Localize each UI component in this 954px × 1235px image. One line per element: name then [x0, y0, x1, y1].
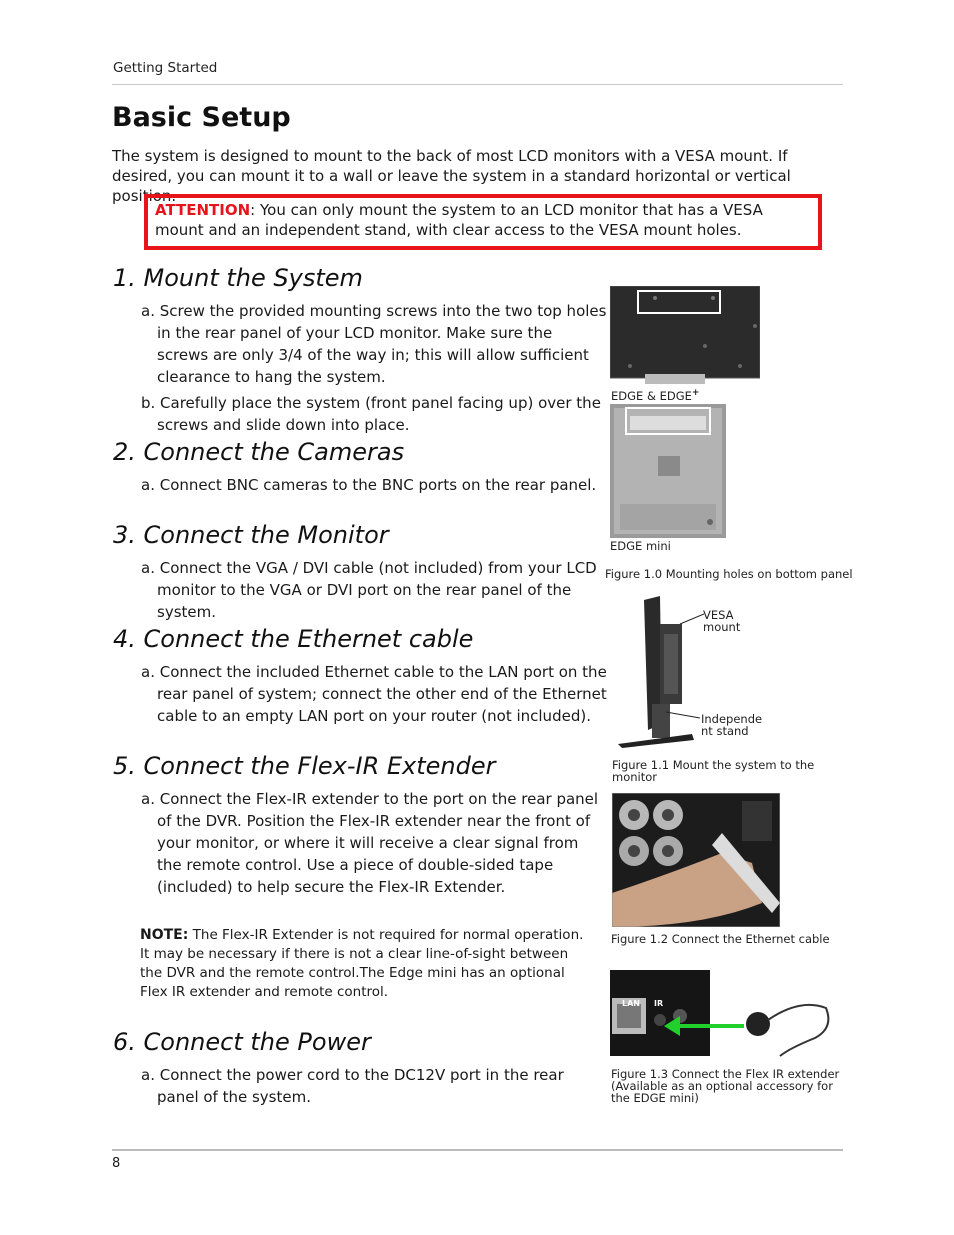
footer-rule	[112, 1149, 843, 1151]
step-2a-text: a. Connect BNC cameras to the BNC ports on the rear panel.	[141, 476, 597, 494]
step-6a-text: a. Connect the power cord to the DC12V port in the rear panel of the system.	[141, 1066, 564, 1106]
step-5-heading: 5. Connect the Flex-IR Extender	[113, 752, 496, 780]
step-6-heading: 6. Connect the Power	[113, 1028, 371, 1056]
edge-mini-label: EDGE mini	[610, 539, 671, 553]
lan-port-label: LAN	[622, 999, 640, 1008]
step-1b-text: b. Carefully place the system (front panel facing up) over the screws and slide down into place.	[141, 394, 601, 434]
intro-paragraph: The system is designed to mount to the back of most LCD monitors with a VESA mount. If desired, you can mount it to a wall or leave the system in a standard horizontal or vertical position.	[112, 147, 791, 205]
edge-mini-image	[610, 404, 726, 538]
step-1a-text: a. Screw the provided mounting screws into the two top holes in the rear panel of your LCD monitor. Make sure the screws are only 3/4 of the way in; this will allow sufficient clearance to hang the system.	[141, 302, 607, 386]
page-title: Basic Setup	[112, 102, 291, 133]
figure-1-3-caption: Figure 1.3 Connect the Flex IR extender (Available as an optional accessory for the EDGE mini)	[611, 1067, 840, 1105]
vesa-mount-label: VESA mount	[703, 608, 741, 634]
step-3-heading: 3. Connect the Monitor	[113, 521, 389, 549]
attention-text: : You can only mount the system to an LCD monitor that has a VESA mount and an independent stand, with clear access to the VESA mount holes.	[155, 201, 763, 239]
header-rule	[112, 84, 843, 85]
step-1-heading: 1. Mount the System	[113, 264, 363, 292]
ir-port-label: IR	[654, 999, 664, 1008]
figure-1-1-caption: Figure 1.1 Mount the system to the monitor	[612, 758, 815, 784]
note-label: NOTE:	[140, 927, 189, 943]
note-text: The Flex-IR Extender is not required for normal operation. It may be necessary if there is not a clear line-of-sight between the DVR and the remote control.The Edge mini has an optional Flex IR extender and remote control.	[140, 927, 584, 1000]
step-2-heading: 2. Connect the Cameras	[113, 438, 405, 466]
flex-ir-photo	[610, 968, 834, 1060]
running-header: Getting Started	[113, 60, 218, 76]
figure-1-2-caption: Figure 1.2 Connect the Ethernet cable	[611, 932, 830, 946]
attention-box	[144, 194, 822, 250]
step-3a-text: a. Connect the VGA / DVI cable (not included) from your LCD monitor to the VGA or DVI port on the rear panel of the system.	[141, 559, 597, 621]
step-4-heading: 4. Connect the Ethernet cable	[113, 625, 474, 653]
edge-panel-image	[610, 286, 760, 384]
attention-label: ATTENTION	[155, 201, 251, 219]
step-5a-text: a. Connect the Flex-IR extender to the port on the rear panel of the DVR. Position the Flex-IR extender near the front of your monitor, or where it will receive a clear signal from the remote control. Use a piece of double-sided tape (included) to help secure the Flex-IR Extender.	[141, 790, 599, 896]
page-number: 8	[112, 1156, 121, 1171]
ethernet-photo	[612, 793, 780, 927]
note-paragraph	[140, 926, 590, 1002]
independent-stand-label: Independe nt stand	[701, 712, 763, 738]
step-4a-text: a. Connect the included Ethernet cable to the LAN port on the rear panel of system; connect the other end of the Ethernet cable to an empty LAN port on your router (not included).	[141, 663, 607, 725]
monitor-mount-image	[614, 594, 704, 750]
edge-label: EDGE & EDGE+	[611, 388, 700, 403]
figure-1-0-caption: Figure 1.0 Mounting holes on bottom panel	[605, 567, 853, 581]
